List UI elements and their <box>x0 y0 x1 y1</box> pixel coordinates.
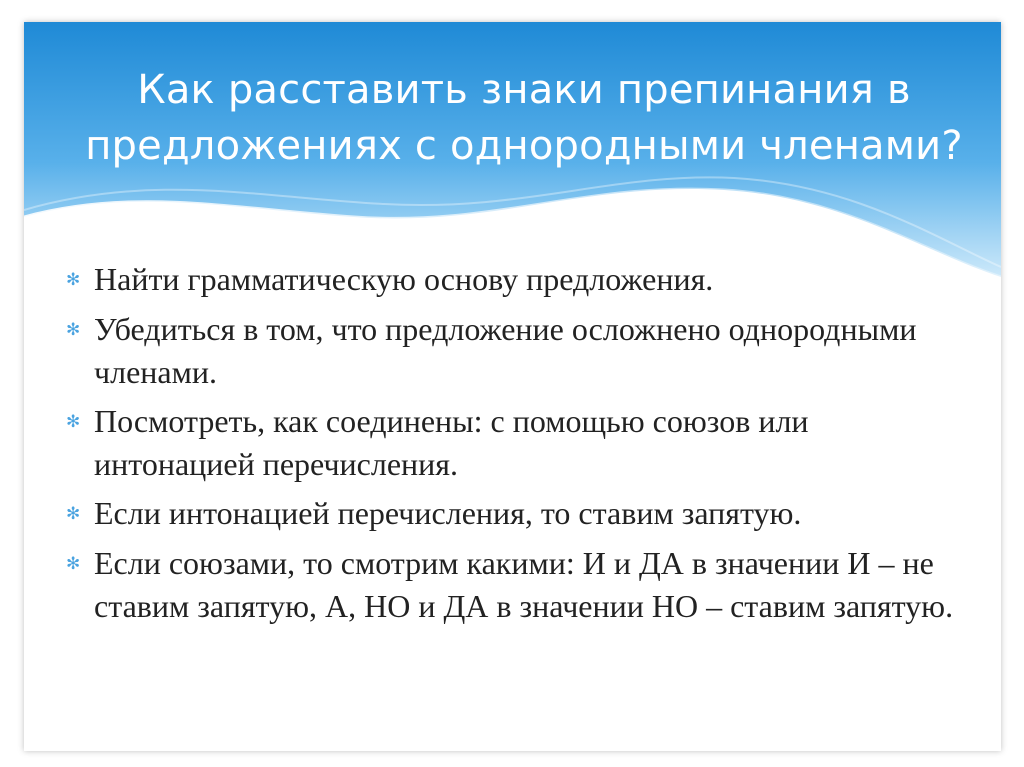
bullet-text: Найти грамматическую основу предложения. <box>94 261 714 297</box>
bullet-text: Убедиться в том, что предложение осложнено однородными членами. <box>94 311 917 390</box>
bullet-list <box>66 258 966 634</box>
bullet-item <box>66 400 966 486</box>
bullet-text: Посмотреть, как соединены: с помощью союзов или интонацией перечисления. <box>94 403 809 482</box>
bullet-item <box>66 258 966 302</box>
asterisk-bullet-icon: ✻ <box>66 270 81 290</box>
asterisk-bullet-icon: ✻ <box>66 504 81 524</box>
bullet-item <box>66 492 966 536</box>
bullet-text: Если интонацией перечисления, то ставим запятую. <box>94 495 802 531</box>
asterisk-bullet-icon: ✻ <box>66 412 81 432</box>
bullet-item <box>66 308 966 394</box>
asterisk-bullet-icon: ✻ <box>66 320 81 340</box>
slide-title: Как расставить знаки препинания в предложениях с однородными членами? <box>85 67 963 169</box>
asterisk-bullet-icon: ✻ <box>66 554 81 574</box>
bullet-text: Если союзами, то смотрим какими: И и ДА в значении И – не ставим запятую, А, НО и ДА в значении НО – ставим запятую. <box>94 545 954 624</box>
slide <box>24 22 1001 751</box>
bullet-item <box>66 542 966 628</box>
